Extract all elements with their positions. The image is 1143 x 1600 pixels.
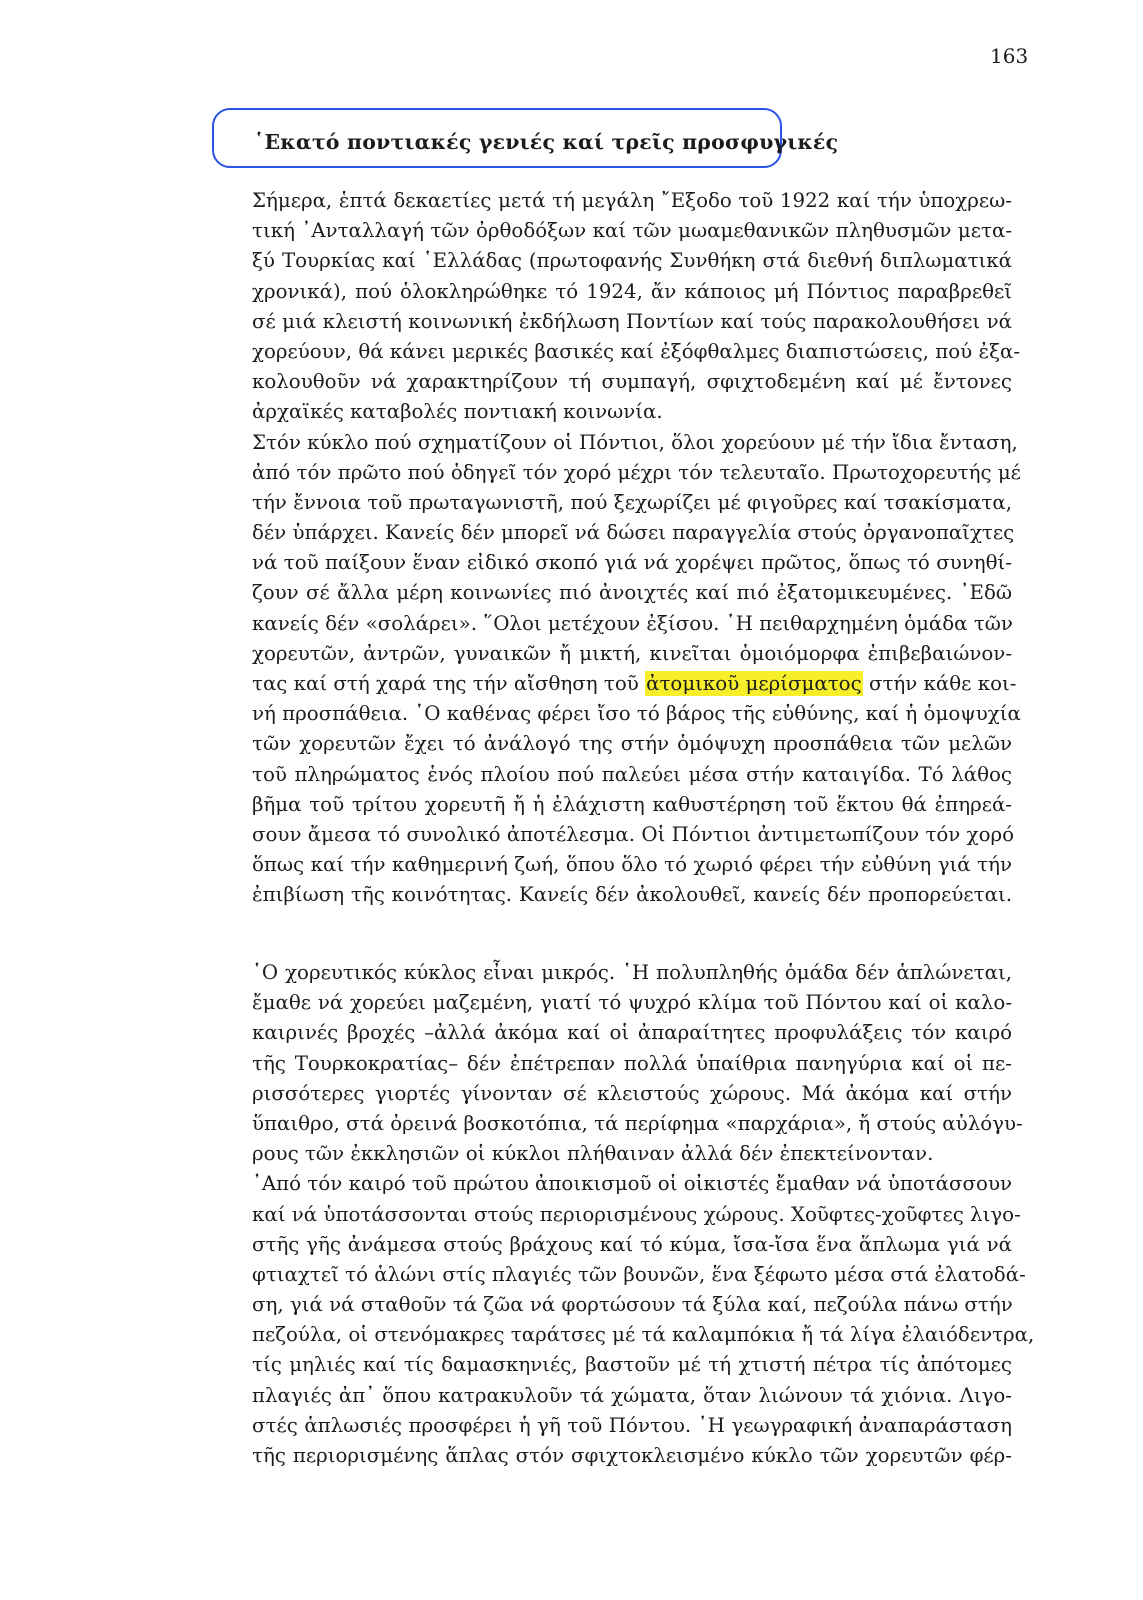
text-line: τική ᾿Ανταλλαγή τῶν ὀρθοδόξων καί τῶν μωαμεθανικῶν πληθυσμῶν μετα- <box>252 219 1012 243</box>
text-line: ῾Ο χορευτικός κύκλος εἶναι μικρός. ῾Η πολυπληθής ὁμάδα δέν ἁπλώνεται, <box>252 961 1012 984</box>
text-line: ἔμαθε νά χορεύει μαζεμένη, γιατί τό ψυχρό κλίμα τοῦ Πόντου καί οἱ καλο- <box>252 991 1012 1015</box>
text-line: δέν ὑπάρχει. Κανείς δέν μπορεῖ νά δώσει παραγγελία στούς ὀργανοπαῖχτες <box>252 521 1015 545</box>
text-line: στῆς γῆς ἀνάμεσα στούς βράχους καί τό κύμα, ἴσα-ἴσα ἕνα ἅπλωμα γιά νά <box>252 1232 1012 1256</box>
text-line: τήν ἔννοια τοῦ πρωταγωνιστῆ, πού ξεχωρίζει μέ φιγοῦρες καί τσακίσματα, <box>252 490 1012 514</box>
paragraph-1 <box>252 186 1021 911</box>
text-line: σέ μιά κλειστή κοινωνική ἐκδήλωση Ποντίων καί τούς παρακολουθήσει νά <box>252 309 1012 333</box>
text-line: τῶν χορευτῶν ἔχει τό ἀνάλογό της στήν ὁμόψυχη προσπάθεια τῶν μελῶν <box>252 732 1012 756</box>
text-line: ση, γιά νά σταθοῦν τά ζῶα νά φορτώσουν τά ξύλα καί, πεζούλα πάνω στήν <box>252 1293 1013 1317</box>
text-line: νή προσπάθεια. ῾Ο καθένας φέρει ἴσο τό βάρος τῆς εὐθύνης, καί ἡ ὁμοψυχία <box>252 702 1021 726</box>
highlighted-phrase: ἀτομικοῦ μερίσματος <box>646 672 862 695</box>
text-line: ἐπιβίωση τῆς κοινότητας. Κανείς δέν ἀκολουθεῖ, κανείς δέν προπορεύεται. <box>252 883 1012 907</box>
text-line: πεζούλα, οἱ στενόμακρες ταράτσες μέ τά καλαμπόκια ἤ τά λίγα ἐλαιόδεντρα, <box>252 1323 1035 1347</box>
text-line: ξύ Τουρκίας καί ῾Ελλάδας (πρωτοφανής Συνθήκη στά διεθνή διπλωματικά <box>252 249 1012 273</box>
text-line: Στόν κύκλο πού σχηματίζουν οἱ Πόντιοι, ὅλοι χορεύουν μέ τήν ἴδια ἔνταση, <box>252 430 1018 454</box>
text-segment: στήν κάθε κοι- <box>862 672 1017 695</box>
text-line: φτιαχτεῖ τό ἁλώνι στίς πλαγιές τῶν βουνῶν, ἕνα ξέφωτο μέσα στά ἐλατοδά- <box>252 1262 1026 1286</box>
text-line: καί νά ὑποτάσσονται στούς περιορισμένους χώρους. Χοῦφτες-χοῦφτες λιγο- <box>252 1202 1021 1226</box>
text-line: καιρινές βροχές –ἀλλά ἀκόμα καί οἱ ἀπαραίτητες προφυλάξεις τόν καιρό <box>252 1021 1012 1045</box>
text-line: Σήμερα, ἑπτά δεκαετίες μετά τή μεγάλη ῎Εξοδο τοῦ 1922 καί τήν ὑποχρεω- <box>252 189 1012 212</box>
text-line: χορευτῶν, ἀντρῶν, γυναικῶν ἤ μικτή, κινεῖται ὁμοιόμορφα ἐπιβεβαιώνον- <box>252 641 1012 665</box>
paragraph-2 <box>252 958 1035 1471</box>
text-line: τοῦ πληρώματος ἑνός πλοίου πού παλεύει μέσα στήν καταιγίδα. Τό λάθος <box>252 762 1012 786</box>
text-line: πλαγιές ἀπ᾿ ὅπου κατρακυλοῦν τά χώματα, ὅταν λιώνουν τά χιόνια. Λιγο- <box>252 1383 1012 1407</box>
text-line: ζουν σέ ἄλλα μέρη κοινωνίες πιό ἀνοιχτές καί πιό ἐξατομικευμένες. ᾿Εδῶ <box>252 581 1012 605</box>
text-line: χρονικά), πού ὁλοκληρώθηκε τό 1924, ἄν κάποιος μή Πόντιος παραβρεθεῖ <box>252 279 1012 303</box>
text-line: ὕπαιθρο, στά ὀρεινά βοσκοτόπια, τά περίφημα «παρχάρια», ἤ στούς αὐλόγυ- <box>252 1111 1023 1135</box>
highlighted-text-line <box>252 669 1017 699</box>
text-line: ὅπως καί τήν καθημερινή ζωή, ὅπου ὅλο τό χωριό φέρει τήν εὐθύνη γιά τήν <box>252 853 1012 877</box>
text-line: τῆς περιορισμένης ἅπλας στόν σφιχτοκλεισμένο κύκλο τῶν χορευτῶν φέρ- <box>252 1444 1012 1467</box>
text-line: ρους τῶν ἐκκλησιῶν οἱ κύκλοι πλήθαιναν ἀλλά δέν ἐπεκτείνονταν. <box>252 1142 934 1166</box>
text-line: ἀπό τόν πρῶτο πού ὁδηγεῖ τόν χορό μέχρι τόν τελευταῖο. Πρωτοχορευτής μέ <box>252 460 1021 484</box>
text-line: ἀρχαϊκές καταβολές ποντιακή κοινωνία. <box>252 400 663 424</box>
text-line: χορεύουν, θά κάνει μερικές βασικές καί ἐξόφθαλμες διαπιστώσεις, πού ἐξα- <box>252 339 1021 363</box>
page-number: 163 <box>990 44 1029 68</box>
text-line: ᾿Από τόν καιρό τοῦ πρώτου ἀποικισμοῦ οἱ οἰκιστές ἔμαθαν νά ὑποτάσσουν <box>252 1172 1012 1196</box>
text-line: κολουθοῦν νά χαρακτηρίζουν τή συμπαγή, σφιχτοδεμένη καί μέ ἔντονες <box>252 370 1012 394</box>
text-line: τῆς Τουρκοκρατίας– δέν ἐπέτρεπαν πολλά ὑπαίθρια πανηγύρια καί οἱ πε- <box>252 1051 1012 1075</box>
section-title: ῾Εκατό ποντιακές γενιές καί τρεῖς προσφυγικές <box>254 130 839 154</box>
text-line: κανείς δέν «σολάρει». ῞Ολοι μετέχουν ἐξίσου. ῾Η πειθαρχημένη ὁμάδα τῶν <box>252 611 1013 635</box>
text-line: νά τοῦ παίξουν ἕναν εἰδικό σκοπό γιά νά χορέψει πρῶτος, ὅπως τό συνηθί- <box>252 551 1012 575</box>
text-line: σουν ἄμεσα τό συνολικό ἀποτέλεσμα. Οἱ Πόντιοι ἀντιμετωπίζουν τόν χορό <box>252 822 1015 846</box>
text-segment: τας καί στή χαρά της τήν αἴσθηση τοῦ <box>252 672 646 695</box>
text-line: ρισσότερες γιορτές γίνονταν σέ κλειστούς χώρους. Μά ἀκόμα καί στήν <box>252 1081 1012 1105</box>
text-line: βῆμα τοῦ τρίτου χορευτῆ ἤ ἡ ἐλάχιστη καθυστέρηση τοῦ ἕκτου θά ἐπηρεά- <box>252 792 1012 816</box>
text-line: τίς μηλιές καί τίς δαμασκηνιές, βαστοῦν μέ τή χτιστή πέτρα τίς ἀπότομες <box>252 1353 1012 1377</box>
text-line: στές ἁπλωσιές προσφέρει ἡ γῆ τοῦ Πόντου. ῾Η γεωγραφική ἀναπαράσταση <box>252 1413 1012 1437</box>
